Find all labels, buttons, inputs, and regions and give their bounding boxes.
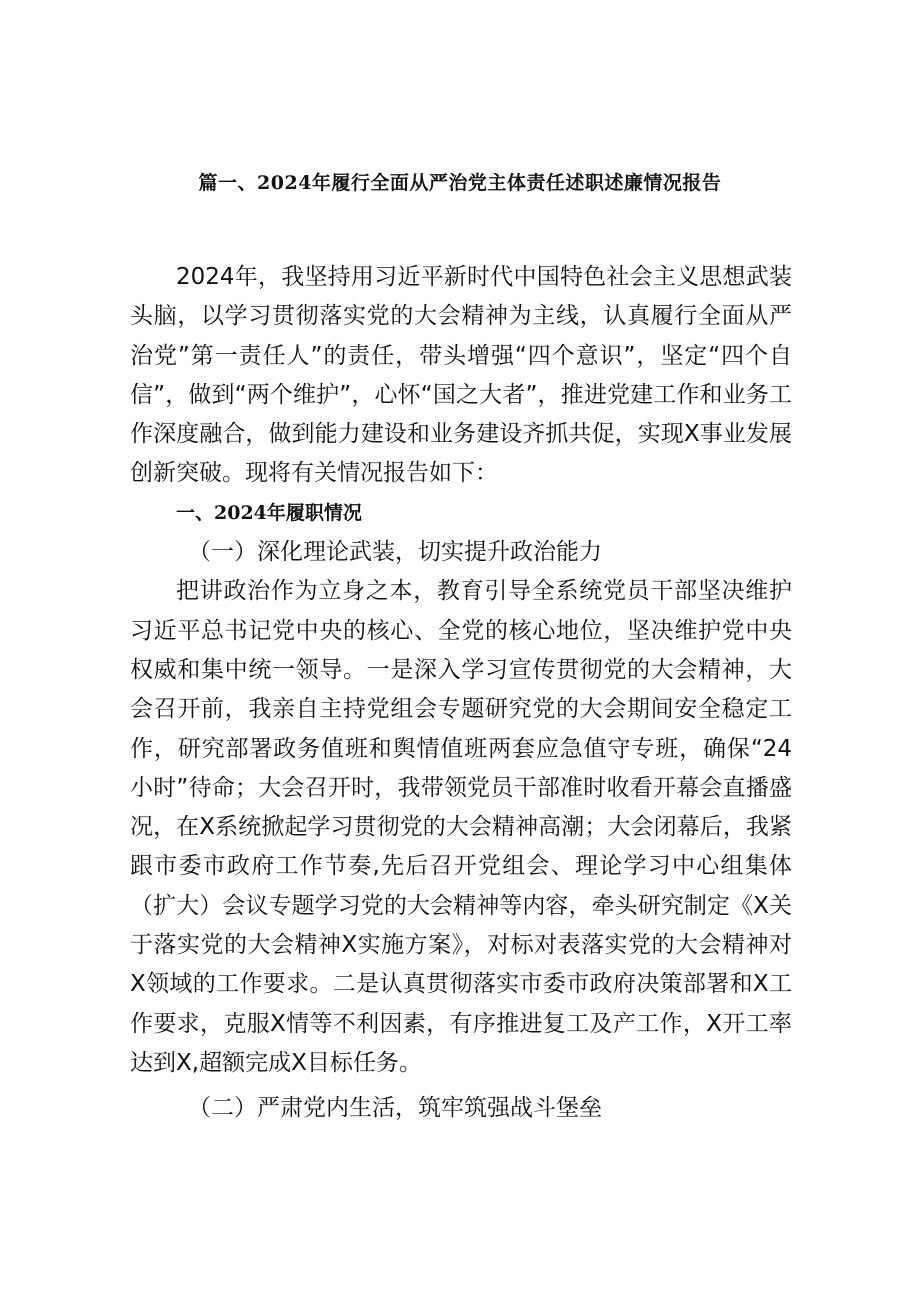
intro-paragraph: 2024年，我坚持用习近平新时代中国特色社会主义思想武装头脑，以学习贯彻落实党的大会精神为主线，认真履行全面从严治党”第一责任人”的责任，带头增强“四个意识”，坚定“四个自信”，做到“两个维护”，心怀“国之大者”，推进党建工作和业务工作深度融合，做到能力建设和业务建设齐抓共促，实现X事业发展创新突破。现将有关情况报告如下： (130, 264, 792, 487)
document-body (130, 258, 792, 1129)
subsection-heading-2: （二）严肃党内生活，筑牢筑强战斗堡垒 (188, 1095, 602, 1122)
subsection-heading-1: （一）深化理论武装，切实提升政治能力 (188, 539, 602, 566)
document-title: 篇一、2024年履行全面从严治党主体责任述职述廉情况报告 (198, 172, 722, 194)
subsection-1-paragraph: 把讲政治作为立身之本，教育引导全系统党员干部坚决维护习近平总书记党中央的核心、全党的核心地位，坚决维护党中央权威和集中统一领导。一是深入学习宣传贯彻党的大会精神，大会召开前，我亲自主持党组会专题研究党的大会期间安全稳定工作，研究部署政务值班和舆情值班两套应急值守专班，确保“24小时”待命；大会召开时，我带领党员干部准时收看开幕会直播盛况，在X系统掀起学习贯彻党的大会精神高潮；大会闭幕后，我紧跟市委市政府工作节奏,先后召开党组会、理论学习中心组集体（扩大）会议专题学习党的大会精神等内容，牵头研究制定《X关于落实党的大会精神X实施方案》，对标对表落实党的大会精神对X领域的工作要求。二是认真贯彻落实市委市政府决策部署和X工作要求，克服X情等不利因素，有序推进复工及产工作，X开工率达到X,超额完成X目标任务。 (130, 578, 792, 1076)
section-heading-1: 一、2024年履职情况 (176, 501, 362, 524)
